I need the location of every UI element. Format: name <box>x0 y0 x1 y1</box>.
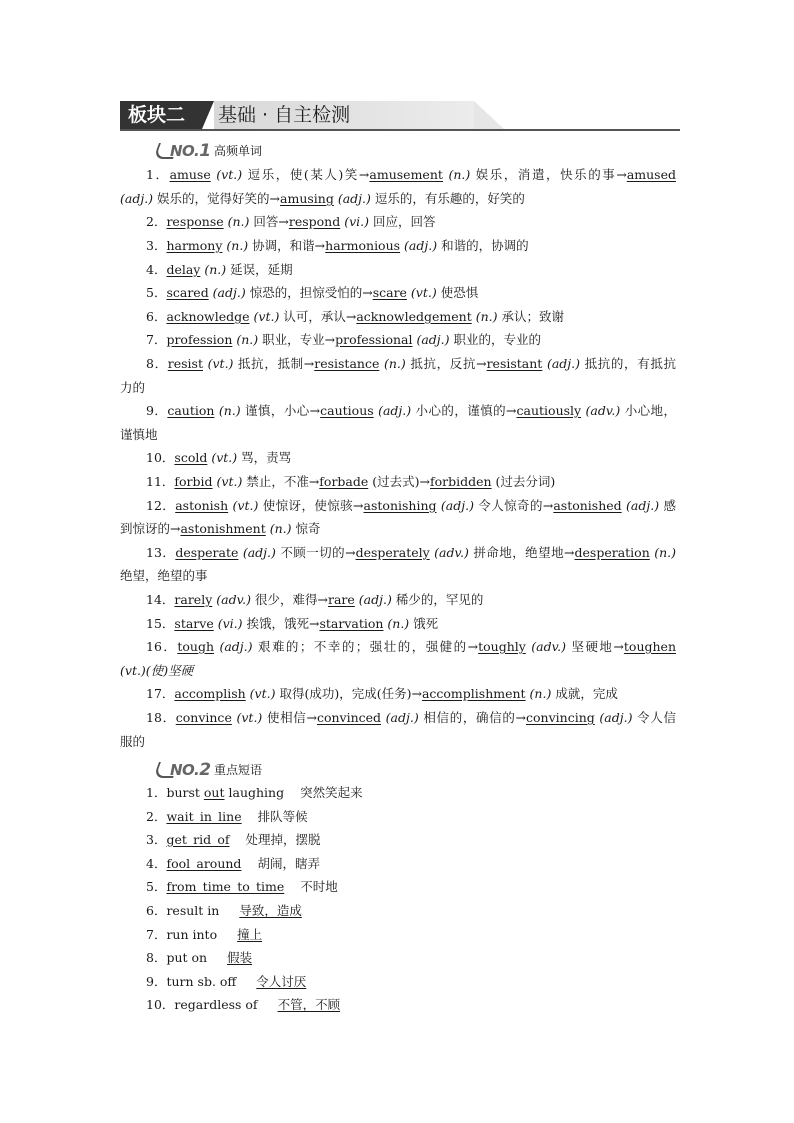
word-item-15 <box>146 616 676 632</box>
word-definition: 到惊讶的→ <box>120 521 181 536</box>
item-index: 4． <box>146 262 167 277</box>
word-item-5 <box>146 285 676 301</box>
subheading-num: 1 <box>199 141 211 161</box>
pos-label: (vt.) <box>207 450 242 465</box>
phrase-meaning: 撞上 <box>237 927 263 942</box>
item-index: 11． <box>146 474 175 489</box>
word-answer: accomplish <box>174 686 246 701</box>
pos-label: (adj.) <box>621 498 664 513</box>
word-definition: 力的 <box>120 380 146 395</box>
word-answer: convince <box>175 710 232 725</box>
word-definition: 职业，专业→ <box>262 332 336 347</box>
word-item-12 <box>146 498 676 514</box>
word-answer: harmonious <box>325 238 401 253</box>
word-definition: 艰难的；不幸的；强壮的，强健的→ <box>257 639 479 654</box>
phrase-text: run into <box>166 927 218 942</box>
word-answer: tough <box>177 639 215 654</box>
phrase-meaning: 不时地 <box>300 879 338 894</box>
word-answer: starve <box>174 616 214 631</box>
pos-label: (adv.) <box>212 592 255 607</box>
phrase-meaning: 不管，不顾 <box>277 997 341 1012</box>
word-item-13 <box>146 545 676 561</box>
word-definition: 拼命地，绝望地→ <box>473 545 575 560</box>
word-definition: 抵抗，反抗→ <box>410 356 487 371</box>
word-item-18 <box>146 710 676 726</box>
phrase-answer: out <box>203 785 225 800</box>
pos-label: (vt.) <box>210 167 248 182</box>
phrase-item <box>146 997 676 1013</box>
word-definition: 绝望，绝望的事 <box>120 568 208 583</box>
section-header <box>120 101 680 131</box>
pos-label: (adj.) <box>333 191 375 206</box>
pos-label: (过去分词) <box>491 474 556 489</box>
word-answer: convinced <box>316 710 382 725</box>
pos-label: (vi.) <box>340 214 373 229</box>
phrase-text: result in <box>166 903 220 918</box>
word-definition: 使相信→ <box>266 710 317 725</box>
word-answer: professional <box>335 332 413 347</box>
word-item-16 <box>146 639 676 655</box>
word-definition: 使惊讶，使惊骇→ <box>262 498 364 513</box>
word-answer: scare <box>372 285 407 300</box>
phrase-text: turn sb. off <box>166 974 237 989</box>
word-definition: 延误，延期 <box>230 262 293 277</box>
word-answer: rare <box>327 592 355 607</box>
word-answer: desperate <box>175 545 239 560</box>
pos-label: (n.) <box>214 403 246 418</box>
word-definition: 小心的，谨慎的→ <box>415 403 517 418</box>
pos-label: (vt.) <box>245 686 280 701</box>
pos-label: (adj.) <box>354 592 396 607</box>
word-definition: 和谐的，协调的 <box>441 238 529 253</box>
item-index: 13． <box>146 545 176 560</box>
item-index: 17． <box>146 686 175 701</box>
pos-label: (adv.) <box>581 403 625 418</box>
word-item-13-continued <box>120 568 676 584</box>
item-index: 12． <box>146 498 176 513</box>
word-answer: profession <box>166 332 233 347</box>
word-definition: (vt.)(使)坚硬 <box>120 663 194 678</box>
item-index: 16． <box>146 639 178 654</box>
word-definition: 惊恐的，担惊受怕的→ <box>249 285 373 300</box>
word-item-7 <box>146 332 676 348</box>
pos-label: (vt.) <box>406 285 441 300</box>
item-index: 18． <box>146 710 176 725</box>
word-definition: 谨慎，小心→ <box>245 403 321 418</box>
pos-label: (adj.) <box>120 191 154 206</box>
word-item-18-continued <box>120 734 676 750</box>
phrase-item <box>146 879 676 895</box>
word-answer: scold <box>174 450 208 465</box>
item-index: 6． <box>146 309 167 324</box>
item-index: 1． <box>146 167 170 182</box>
word-answer: response <box>166 214 224 229</box>
item-index: 7． <box>146 332 167 347</box>
item-index: 3． <box>146 832 167 847</box>
subheading-number <box>170 141 211 161</box>
pos-label: (adj.) <box>238 545 281 560</box>
section-tag: 板块二 <box>120 101 202 129</box>
pos-label: (adj.) <box>400 238 442 253</box>
word-answer: resist <box>167 356 203 371</box>
subheading-label: 重点短语 <box>214 763 263 777</box>
word-definition: 很少，难得→ <box>255 592 328 607</box>
pos-label: (adj.) <box>373 403 416 418</box>
phrase-item <box>146 974 676 990</box>
word-item-4 <box>146 262 676 278</box>
pos-label: (过去式)→ <box>368 474 430 489</box>
item-index: 8． <box>146 356 168 371</box>
phrase-item <box>146 785 676 801</box>
pos-label: (vt.) <box>202 356 239 371</box>
pos-label: (adj.) <box>214 639 258 654</box>
word-item-2 <box>146 214 676 230</box>
phrase-item <box>146 950 676 966</box>
section-title: 基础 · 自主检测 <box>218 104 351 126</box>
word-definition: 逗乐，使(某人)笑→ <box>247 167 370 182</box>
word-item-10 <box>146 450 676 466</box>
phrase-meaning: 令人讨厌 <box>256 974 307 989</box>
pos-label: (n.) <box>265 521 296 536</box>
word-definition: 服的 <box>120 734 146 749</box>
word-definition: 抵抗的，有抵抗 <box>584 356 676 371</box>
subheading-number <box>170 760 211 780</box>
word-definition: 取得(成功)，完成(任务)→ <box>279 686 422 701</box>
word-answer: harmony <box>166 238 223 253</box>
word-answer: cautiously <box>516 403 582 418</box>
word-answer: starvation <box>319 616 384 631</box>
phrase-text: regardless of <box>174 997 258 1012</box>
word-item-17 <box>146 686 676 702</box>
item-index: 10． <box>146 450 175 465</box>
word-definition: 抵抗，抵制→ <box>238 356 315 371</box>
word-definition: 惊奇 <box>295 521 321 536</box>
section-title-slash-decoration <box>474 101 504 129</box>
word-item-12-continued <box>120 521 676 537</box>
phrase-item <box>146 856 676 872</box>
item-index: 9． <box>146 403 168 418</box>
word-answer: toughly <box>478 639 526 654</box>
item-index: 3． <box>146 238 167 253</box>
word-definition: 使恐惧 <box>440 285 479 300</box>
subheading-no-label: NO. <box>170 142 200 160</box>
subheading-no-label: NO. <box>170 761 200 779</box>
word-answer: acknowledgement <box>356 309 472 324</box>
phrase-answer: get_rid_of <box>166 832 230 847</box>
word-answer: accomplishment <box>421 686 526 701</box>
phrase-meaning: 假装 <box>227 950 253 965</box>
word-answer: convincing <box>526 710 595 725</box>
word-definition: 认可，承认→ <box>283 309 357 324</box>
word-answer: delay <box>166 262 201 277</box>
word-item-14 <box>146 592 676 608</box>
word-item-11 <box>146 474 676 490</box>
item-index: 2． <box>146 809 167 824</box>
word-answer: rarely <box>174 592 213 607</box>
word-item-3 <box>146 238 676 254</box>
word-answer: amusement <box>369 167 443 182</box>
word-answer: caution <box>167 403 215 418</box>
word-definition: 逗乐的，有乐趣的，好笑的 <box>374 191 525 206</box>
word-answer: amuse <box>169 167 211 182</box>
word-item-1-continued <box>120 191 676 207</box>
item-index: 5． <box>146 879 167 894</box>
item-index: 6． <box>146 903 167 918</box>
phrase-item <box>146 903 676 919</box>
word-item-9-continued <box>120 427 676 443</box>
word-definition: 令人信 <box>637 710 676 725</box>
word-answer: resistant <box>486 356 543 371</box>
phrase-answer: wait_in_line <box>166 809 242 824</box>
word-item-9 <box>146 403 676 419</box>
word-answer: forbade <box>319 474 369 489</box>
word-answer: amused <box>626 167 676 182</box>
pos-label: (n.) <box>232 332 263 347</box>
item-index: 7． <box>146 927 167 942</box>
pos-label: (n.) <box>525 686 556 701</box>
word-definition: 回答→ <box>253 214 289 229</box>
item-index: 4． <box>146 856 167 871</box>
phrase-answer: fool_around <box>166 856 242 871</box>
word-definition: 谨慎地 <box>120 427 158 442</box>
word-answer: cautious <box>320 403 374 418</box>
pos-label: (vt.) <box>249 309 284 324</box>
item-index: 2． <box>146 214 167 229</box>
section-rule <box>120 129 680 131</box>
pos-label: (n.) <box>200 262 231 277</box>
pos-label: (n.) <box>471 309 502 324</box>
word-item-8-continued <box>120 380 676 396</box>
pos-label: (vt.) <box>212 474 247 489</box>
word-definition: 饿死 <box>413 616 439 631</box>
word-definition: 稀少的，罕见的 <box>395 592 484 607</box>
phrase-meaning: 胡闹，瞎弄 <box>257 856 320 871</box>
word-item-6 <box>146 309 676 325</box>
word-answer: desperately <box>355 545 430 560</box>
item-index: 5． <box>146 285 167 300</box>
phrase-meaning: 导致，造成 <box>239 903 302 918</box>
pos-label: (adj.) <box>542 356 585 371</box>
word-answer: amusing <box>280 191 334 206</box>
pos-label: (vt.) <box>231 710 267 725</box>
word-item-16-continued <box>120 663 676 679</box>
pos-label: (vi.) <box>213 616 247 631</box>
phrase-meaning: 突然笑起来 <box>300 785 363 800</box>
word-definition: 回应，回答 <box>372 214 436 229</box>
word-answer: toughen <box>623 639 676 654</box>
phrase-meaning: 排队等候 <box>257 809 308 824</box>
word-definition: 令人惊奇的→ <box>478 498 554 513</box>
item-index: 8． <box>146 950 167 965</box>
word-definition: 娱乐，消遣，快乐的事→ <box>475 167 627 182</box>
section-slash-decoration <box>202 101 214 129</box>
phrase-meaning: 处理掉，摆脱 <box>245 832 321 847</box>
word-answer: acknowledge <box>166 309 250 324</box>
word-definition: 成就，完成 <box>555 686 618 701</box>
word-definition: 承认；致谢 <box>501 309 564 324</box>
word-definition: 职业的，专业的 <box>453 332 542 347</box>
word-answer: astonishing <box>363 498 437 513</box>
word-definition: 骂，责骂 <box>241 450 292 465</box>
pos-label: (adj.) <box>412 332 454 347</box>
pos-label: (adj.) <box>594 710 638 725</box>
subheading-label: 高频单词 <box>214 144 263 158</box>
pos-label: (adv.) <box>429 545 474 560</box>
pos-label: (n.) <box>222 238 253 253</box>
item-index: 1． <box>146 785 167 800</box>
word-definition: 不顾一切的→ <box>280 545 356 560</box>
pos-label: (n.) <box>442 167 476 182</box>
word-definition: 娱乐的，觉得好笑的→ <box>153 191 281 206</box>
word-definition: 感 <box>663 498 676 513</box>
word-answer: resistance <box>314 356 380 371</box>
word-definition: 坚硬地→ <box>571 639 624 654</box>
word-item-8 <box>146 356 676 372</box>
pos-label: (n.) <box>379 356 411 371</box>
item-index: 9． <box>146 974 167 989</box>
word-answer: astonish <box>175 498 229 513</box>
word-answer: forbidden <box>429 474 492 489</box>
word-answer: desperation <box>574 545 650 560</box>
word-definition: 相信的，确信的→ <box>423 710 527 725</box>
word-definition: 禁止，不准→ <box>246 474 320 489</box>
phrase-item <box>146 832 676 848</box>
phrase-answer: from_time_to_time <box>166 879 285 894</box>
pos-label: (adj.) <box>381 710 424 725</box>
word-answer: scared <box>166 285 209 300</box>
word-definition: 协调，和谐→ <box>252 238 326 253</box>
phrase-item <box>146 927 676 943</box>
word-item-1 <box>146 167 676 183</box>
subheading-num: 2 <box>199 760 211 780</box>
pos-label: (adv.) <box>525 639 572 654</box>
phrase-text: put on <box>166 950 208 965</box>
word-answer: astonished <box>553 498 622 513</box>
pos-label: (adj.) <box>436 498 479 513</box>
pos-label: (vt.) <box>228 498 263 513</box>
phrase-item <box>146 809 676 825</box>
word-definition: 挨饿，饿死→ <box>246 616 320 631</box>
phrase-text: laughing <box>224 785 285 800</box>
word-answer: respond <box>288 214 341 229</box>
item-index: 10． <box>146 997 175 1012</box>
pos-label: (n.) <box>383 616 414 631</box>
word-definition: 小心地， <box>624 403 676 418</box>
item-index: 14． <box>146 592 175 607</box>
word-answer: astonishment <box>180 521 266 536</box>
word-answer: forbid <box>174 474 213 489</box>
pos-label: (n.) <box>649 545 676 560</box>
pos-label: (adj.) <box>208 285 250 300</box>
pos-label: (n.) <box>223 214 254 229</box>
item-index: 15． <box>146 616 175 631</box>
phrase-text: burst <box>166 785 204 800</box>
